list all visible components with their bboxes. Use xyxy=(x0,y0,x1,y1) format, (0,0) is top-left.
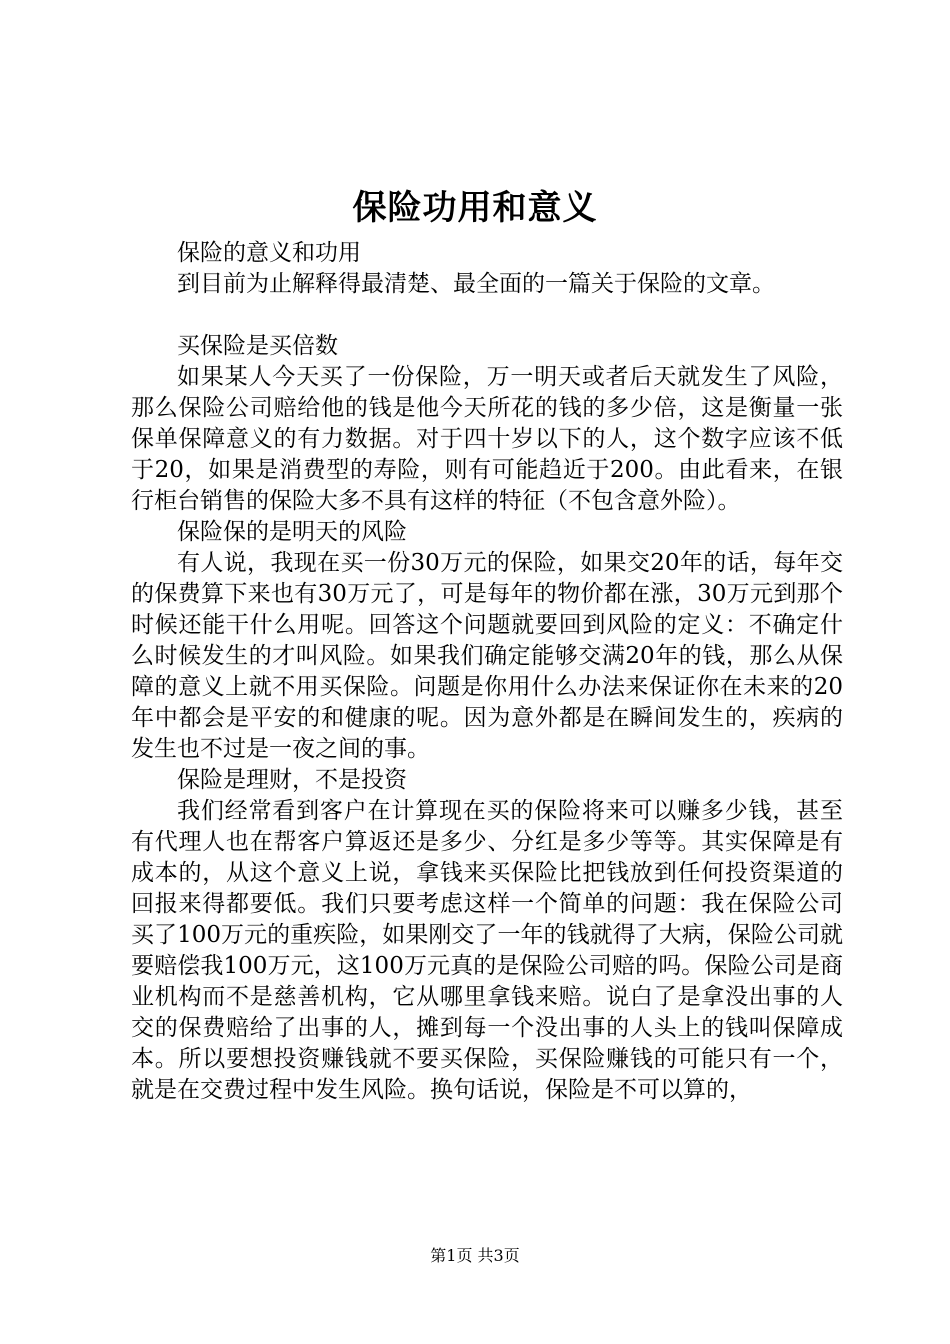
paragraph-multiples: 如果某人今天买了一份保险，万一明天或者后天就发生了风险，那么保险公司赔给他的钱是他今天所花的钱的多少倍，这是衡量一张保单保障意义的有力数据。对于四十岁以下的人，这个数字应该不低于20，如果是消费型的寿险，则有可能趋近于200。由此看来，在银行柜台销售的保险大多不具有这样的特征（不包含意外险）。 xyxy=(131,364,843,514)
paragraph-intro: 到目前为止解释得最清楚、最全面的一篇关于保险的文章。 xyxy=(177,271,775,297)
section-heading-multiples: 买保险是买倍数 xyxy=(177,333,338,359)
document-body xyxy=(131,238,843,1106)
section-heading-tomorrow-risk: 保险保的是明天的风险 xyxy=(177,519,407,545)
page-number-footer: 第1页 共3页 xyxy=(430,1246,520,1265)
section-heading-not-investment: 保险是理财，不是投资 xyxy=(177,767,407,793)
page-title: 保险功用和意义 xyxy=(352,188,598,228)
paragraph-tomorrow-risk: 有人说，我现在买一份30万元的保险，如果交20年的话，每年交的保费算下来也有30万元了，可是每年的物价都在涨，30万元到那个时候还能干什么用呢。回答这个问题就要回到风险的定义：不确定什么时候发生的才叫风险。如果我们确定能够交满20年的钱，那么从保障的意义上就不用买保险。问题是你用什么办法来保证你在未来的20年中都会是平安的和健康的呢。因为意外都是在瞬间发生的，疾病的发生也不过是一夜之间的事。 xyxy=(131,550,843,762)
paragraph-subtitle: 保险的意义和功用 xyxy=(177,240,361,266)
paragraph-not-investment: 我们经常看到客户在计算现在买的保险将来可以赚多少钱，甚至有代理人也在帮客户算返还是多少、分红是多少等等。其实保障是有成本的，从这个意义上说，拿钱来买保险比把钱放到任何投资渠道的回报来得都要低。我们只要考虑这样一个简单的问题：我在保险公司买了100万元的重疾险，如果刚交了一年的钱就得了大病，保险公司就要赔偿我100万元，这100万元真的是保险公司赔的吗。保险公司是商业机构而不是慈善机构，它从哪里拿钱来赔。说白了是拿没出事的人交的保费赔给了出事的人，摊到每一个没出事的人头上的钱叫保障成本。所以要想投资赚钱就不要买保险，买保险赚钱的可能只有一个，就是在交费过程中发生风险。换句话说，保险是不可以算的， xyxy=(131,798,843,1103)
